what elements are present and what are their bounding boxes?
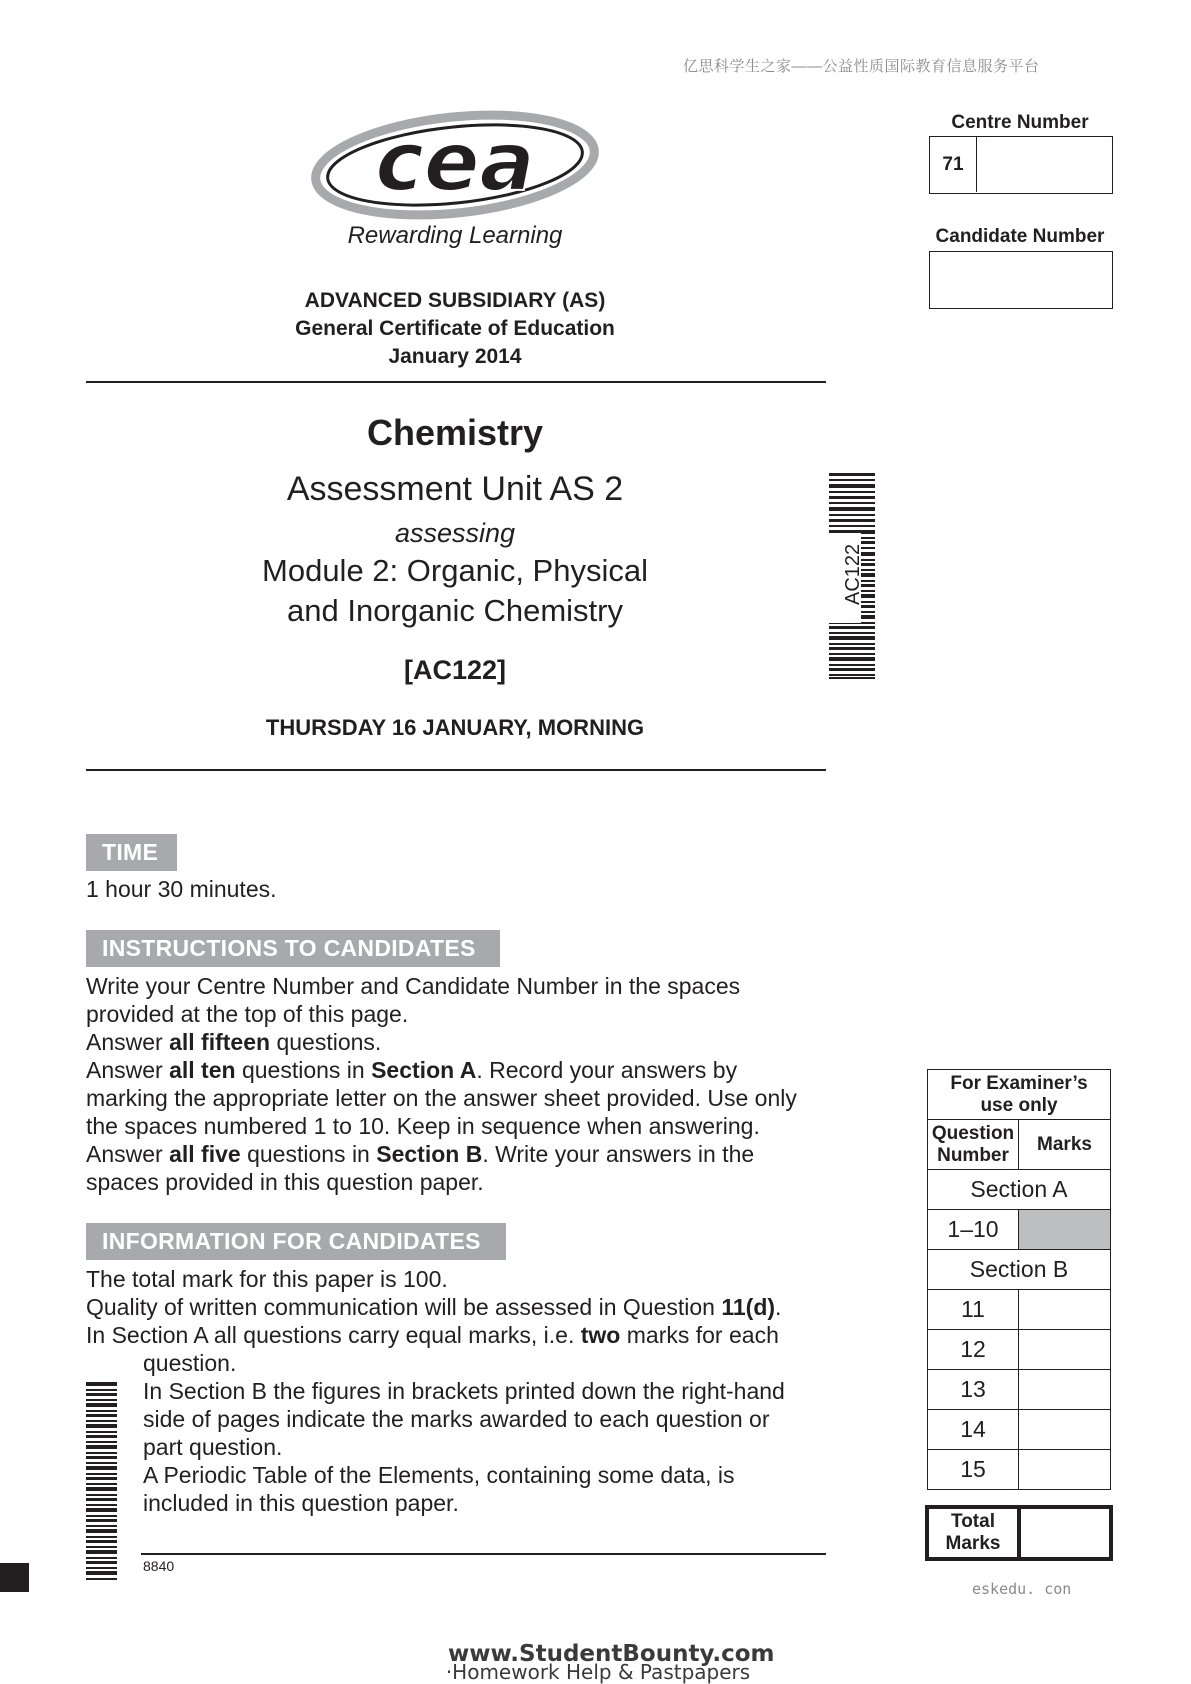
studentbounty-tagline: ·Homework Help & Pastpapers	[445, 1660, 751, 1684]
instr-line-4: Answer all ten questions in Section A. Record your answers by	[86, 1057, 738, 1083]
q14-marks[interactable]	[1019, 1410, 1111, 1450]
info-line-6: side of pages indicate the marks awarded to each question or	[143, 1406, 770, 1432]
q13-marks[interactable]	[1019, 1370, 1111, 1410]
logo-letters: cea	[375, 115, 535, 210]
site-watermark: eskedu. con	[972, 1580, 1072, 1598]
footer-rule	[141, 1553, 826, 1555]
instr-line-5: marking the appropriate letter on the answer sheet provided. Use only	[86, 1085, 797, 1111]
module-line-2: and Inorganic Chemistry	[287, 593, 623, 628]
total-marks-box[interactable]	[1019, 1507, 1111, 1559]
assessment-unit: Assessment Unit AS 2	[286, 470, 624, 508]
candidate-number-box[interactable]	[929, 251, 1113, 309]
q13-number: 13	[928, 1370, 1019, 1410]
page-marker	[0, 1563, 29, 1592]
info-line-7: part question.	[143, 1434, 283, 1460]
examiner-table	[927, 1069, 1111, 1490]
subject-title: Chemistry	[366, 412, 544, 453]
instr-line-6: the spaces numbered 1 to 10. Keep in sequence when answering.	[86, 1113, 760, 1139]
info-line-3: In Section A all questions carry equal marks, i.e. two marks for each	[86, 1322, 779, 1348]
barcode-label: AC122	[842, 543, 864, 605]
instr-line-2: provided at the top of this page.	[86, 1001, 409, 1027]
footer-code: 8840	[143, 1558, 175, 1574]
info-line-8: A Periodic Table of the Elements, containing some data, is	[143, 1462, 735, 1488]
header-rule	[86, 381, 826, 383]
q12-number: 12	[928, 1330, 1019, 1370]
title-rule	[86, 769, 826, 771]
paper-code: [AC122]	[403, 655, 507, 685]
centre-number-prefix: 71	[930, 137, 977, 192]
candidate-number-label: Candidate Number	[935, 226, 1105, 247]
section-b-label: Section B	[928, 1250, 1111, 1290]
centre-number-label: Centre Number	[951, 112, 1089, 133]
total-marks-label: Total Marks	[927, 1507, 1019, 1559]
information-body	[86, 1265, 846, 1517]
side-barcode	[86, 1382, 117, 1582]
top-watermark: 亿思科学生之家——公益性质国际教育信息服务平台	[683, 58, 1040, 75]
section-a-marks-shaded	[1019, 1210, 1111, 1250]
instructions-heading: INSTRUCTIONS TO CANDIDATES	[86, 930, 500, 967]
q11-number: 11	[928, 1290, 1019, 1330]
cea-logo	[310, 110, 600, 220]
centre-number-box[interactable]	[929, 136, 1113, 194]
q15-number: 15	[928, 1450, 1019, 1490]
info-line-2: Quality of written communication will be assessed in Question 11(d).	[86, 1294, 782, 1320]
section-a-range: 1–10	[928, 1210, 1019, 1250]
info-line-1: The total mark for this paper is 100.	[86, 1266, 448, 1292]
col-question-number: Question Number	[928, 1120, 1019, 1170]
exam-session: January 2014	[388, 345, 522, 368]
info-line-9: included in this question paper.	[143, 1490, 459, 1516]
time-text: 1 hour 30 minutes.	[86, 876, 277, 902]
q11-marks[interactable]	[1019, 1290, 1111, 1330]
instr-line-7: Answer all five questions in Section B. Write your answers in the	[86, 1141, 755, 1167]
time-heading: TIME	[86, 834, 177, 871]
q12-marks[interactable]	[1019, 1330, 1111, 1370]
instr-line-3: Answer all fifteen questions.	[86, 1029, 382, 1055]
assessing-label: assessing	[394, 518, 516, 548]
q15-marks[interactable]	[1019, 1450, 1111, 1490]
logo-tagline: Rewarding Learning	[347, 222, 563, 249]
instr-line-1: Write your Centre Number and Candidate Number in the spaces	[86, 973, 741, 999]
instructions-body	[86, 972, 846, 1196]
info-line-5: In Section B the figures in brackets printed down the right-hand	[143, 1378, 785, 1404]
section-a-label: Section A	[928, 1170, 1111, 1210]
col-marks: Marks	[1019, 1120, 1111, 1170]
instr-line-8: spaces provided in this question paper.	[86, 1169, 484, 1195]
qualification-level: ADVANCED SUBSIDIARY (AS)	[304, 289, 606, 312]
examiner-title: For Examiner’s use only	[928, 1070, 1111, 1120]
info-line-4: question.	[143, 1350, 237, 1376]
q14-number: 14	[928, 1410, 1019, 1450]
module-line-1: Module 2: Organic, Physical	[262, 553, 648, 588]
studentbounty-url: www.StudentBounty.com	[448, 1641, 775, 1667]
exam-date: THURSDAY 16 JANUARY, MORNING	[265, 715, 645, 740]
qualification-name: General Certificate of Education	[295, 317, 615, 340]
information-heading: INFORMATION FOR CANDIDATES	[86, 1223, 506, 1260]
total-marks-table	[925, 1505, 1113, 1561]
